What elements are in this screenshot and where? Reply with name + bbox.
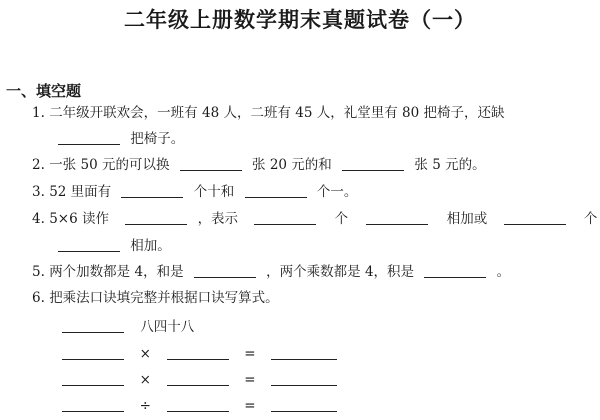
answer-blank[interactable] <box>62 318 124 333</box>
answer-blank[interactable] <box>121 183 183 198</box>
question-number: 1. <box>32 105 45 121</box>
section-heading: 一、填空题 <box>6 82 82 100</box>
question-1-continued <box>58 130 184 148</box>
operator-symbol: = <box>244 346 256 362</box>
question-6 <box>32 289 279 307</box>
question-text: 。 <box>496 264 511 280</box>
equation-row <box>62 371 337 389</box>
page-title: 二年级上册数学期末真题试卷（一） <box>124 8 476 32</box>
answer-blank[interactable] <box>271 345 337 360</box>
answer-blank[interactable] <box>342 156 404 171</box>
equation-row <box>62 345 337 363</box>
question-4 <box>32 210 597 228</box>
question-number: 5. <box>32 264 45 280</box>
question-text: 把乘法口诀填完整并根据口诀写算式。 <box>49 290 279 306</box>
question-number: 3. <box>32 184 45 200</box>
operator-symbol: ÷ <box>139 398 151 414</box>
question-3 <box>32 183 357 201</box>
equation-row <box>62 397 337 415</box>
operator-symbol: × <box>139 346 151 362</box>
question-5 <box>32 263 510 281</box>
answer-blank[interactable] <box>167 371 229 386</box>
question-text: ，表示 <box>197 211 239 227</box>
answer-blank[interactable] <box>194 263 256 278</box>
question-1-text-end: 把椅子。 <box>130 131 185 147</box>
question-text: ，两个乘数都是 4，积是 <box>266 264 415 280</box>
operator-symbol: × <box>139 372 151 388</box>
operator-symbol: = <box>244 372 256 388</box>
question-text: 相加或 <box>446 211 488 227</box>
answer-blank[interactable] <box>271 397 337 412</box>
answer-blank[interactable] <box>167 397 229 412</box>
question-number: 6. <box>32 290 45 306</box>
question-text: 52 里面有 <box>49 184 112 200</box>
answer-blank[interactable] <box>62 371 124 386</box>
question-text: 5×6 读作 <box>49 211 109 227</box>
question-text: 个 <box>583 211 598 227</box>
answer-blank[interactable] <box>180 156 242 171</box>
answer-blank[interactable] <box>62 397 124 412</box>
answer-blank[interactable] <box>245 183 307 198</box>
answer-blank[interactable] <box>424 263 486 278</box>
question-text: 个一。 <box>316 184 358 200</box>
question-text: 个十和 <box>193 184 235 200</box>
answer-blank[interactable] <box>504 210 566 225</box>
operator-symbol: = <box>244 398 256 414</box>
answer-blank[interactable] <box>254 210 316 225</box>
answer-blank[interactable] <box>125 210 187 225</box>
question-2 <box>32 156 486 174</box>
question-text: 个 <box>334 211 349 227</box>
answer-blank[interactable] <box>62 345 124 360</box>
question-text: 两个加数都是 4，和是 <box>49 264 184 280</box>
question-number: 4. <box>32 211 45 227</box>
question-1-text: 二年级开联欢会，一班有 48 人，二班有 45 人，礼堂里有 80 把椅子，还缺 <box>49 105 505 121</box>
answer-blank[interactable] <box>167 345 229 360</box>
answer-blank[interactable] <box>271 371 337 386</box>
question-text: 相加。 <box>130 238 171 254</box>
answer-blank[interactable] <box>58 130 120 145</box>
answer-blank[interactable] <box>58 237 120 252</box>
question-text: 张 5 元的。 <box>414 157 486 173</box>
mnemonic-text: 八四十八 <box>140 319 195 335</box>
question-1 <box>32 104 504 122</box>
question-4-continued <box>58 237 171 255</box>
question-number: 2. <box>32 157 45 173</box>
answer-blank[interactable] <box>366 210 428 225</box>
question-text: 一张 50 元的可以换 <box>49 157 170 173</box>
mnemonic-row <box>62 318 194 336</box>
question-text: 张 20 元的和 <box>252 157 332 173</box>
